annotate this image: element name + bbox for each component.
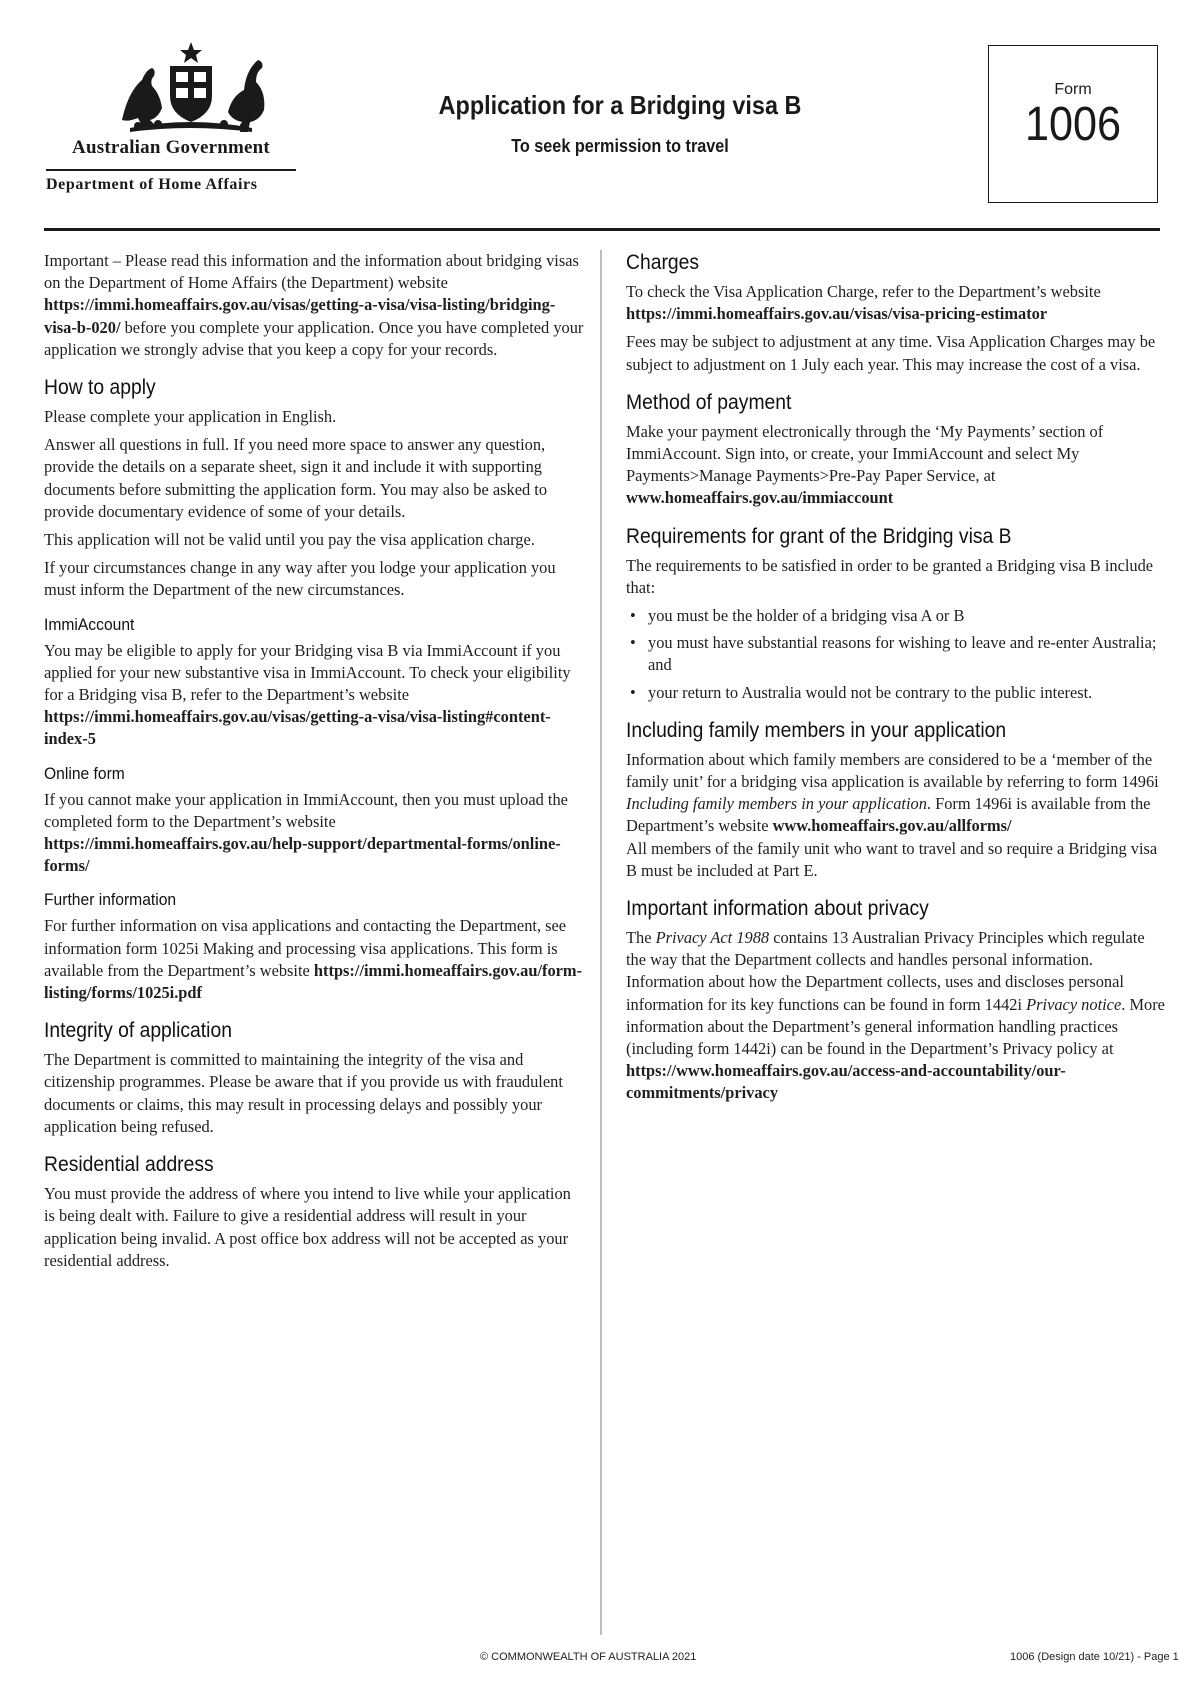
coat-of-arms-icon bbox=[108, 40, 274, 136]
how-to-apply-p4: If your circumstances change in any way after you lodge your application you must inform the Department of the new circumstances. bbox=[44, 558, 556, 600]
form-1025i-link[interactable]: https://immi.homeaffairs.gov.au/form-listing/forms/1025i.pdf bbox=[44, 960, 583, 1003]
allforms-link[interactable]: www.homeaffairs.gov.au/allforms/ bbox=[772, 816, 1012, 836]
form-label: Form bbox=[1054, 81, 1092, 98]
form-number: 1006 bbox=[1024, 98, 1122, 151]
document-title: Application for a Bridging visa B bbox=[438, 90, 802, 120]
government-name: Australian Government bbox=[72, 137, 270, 158]
list-item: • you must have substantial reasons for wishing to leave and re-enter Australia; and bbox=[626, 632, 1166, 676]
immiaccount-paragraph bbox=[44, 640, 584, 751]
right-column bbox=[626, 250, 1166, 1111]
how-to-apply-p3: This application will not be valid until you pay the visa application charge. bbox=[44, 530, 535, 550]
department-name: Department of Home Affairs bbox=[46, 176, 258, 193]
requirements-intro: The requirements to be satisfied in order to be granted a Bridging visa B include that: bbox=[626, 555, 1154, 597]
charges-paragraph bbox=[626, 281, 1166, 325]
residential-heading: Residential address bbox=[44, 1153, 214, 1177]
visa-pricing-link[interactable]: https://immi.homeaffairs.gov.au/visas/visa-pricing-estimator bbox=[626, 304, 1048, 324]
header-divider bbox=[44, 228, 1160, 231]
privacy-heading: Important information about privacy bbox=[626, 897, 929, 921]
family-text-mid: . Form 1496i is available from the Department’s website bbox=[626, 794, 1151, 836]
immiaccount-eligibility-link[interactable]: https://immi.homeaffairs.gov.au/visas/getting-a-visa/visa-listing#content-index-5 bbox=[44, 707, 551, 749]
privacy-text-1: The bbox=[626, 928, 656, 948]
privacy-act-title: Privacy Act 1988 bbox=[655, 928, 770, 948]
online-form-text: If you cannot make your application in ImmiAccount, then you must upload the completed form to the Department’s website bbox=[44, 789, 568, 831]
online-form-heading: Online form bbox=[44, 763, 125, 783]
intro-paragraph bbox=[44, 250, 584, 361]
charges-heading: Charges bbox=[626, 251, 700, 274]
charges-paragraph-2: Fees may be subject to adjustment at any time. Visa Application Charges may be subject to adjustment on 1 July each year. This may increase the cost of a visa. bbox=[626, 332, 1156, 374]
immiaccount-heading: ImmiAccount bbox=[44, 614, 135, 634]
payment-paragraph bbox=[626, 421, 1166, 510]
privacy-text-2: contains 13 Australian Privacy Principles which regulate the way that the Department collects and handles personal information. Information about how the Department collects, uses and discloses personal information for its key functions can be found in form 1442i bbox=[626, 928, 1145, 1014]
requirements-heading: Requirements for grant of the Bridging visa B bbox=[626, 524, 1012, 548]
integrity-heading: Integrity of application bbox=[44, 1019, 232, 1043]
left-column bbox=[44, 250, 584, 1278]
how-to-apply-p1: Please complete your application in English. bbox=[44, 407, 337, 427]
copyright-notice: © COMMONWEALTH OF AUSTRALIA 2021 bbox=[480, 1651, 697, 1663]
list-item: • you must be the holder of a bridging visa A or B bbox=[626, 605, 1166, 627]
family-text-end: All members of the family unit who want to travel and so require a Bridging visa B must be included at Part E. bbox=[626, 838, 1158, 880]
column-divider bbox=[600, 250, 602, 1635]
privacy-policy-link[interactable]: https://www.homeaffairs.gov.au/access-and-accountability/our-commitments/privacy bbox=[626, 1061, 1066, 1103]
intro-text-end: before you complete your application. Once you have completed your application we strongly advise that you keep a copy for your records. bbox=[44, 317, 584, 359]
further-info-paragraph bbox=[44, 915, 584, 1004]
family-text: Information about which family members are considered to be a ‘member of the family unit’ for a bridging visa application is available by referring to form 1496i bbox=[626, 749, 1159, 792]
government-rule bbox=[46, 169, 296, 171]
family-form-title: Including family members in your application bbox=[626, 794, 927, 814]
further-info-heading: Further information bbox=[44, 890, 177, 910]
integrity-paragraph: The Department is committed to maintaining the integrity of the visa and citizenship programmes. Please be aware that if you provide us with fraudulent documents or claims, this may result in processing delays and possibly your application being refused. bbox=[44, 1050, 563, 1136]
form-number-box bbox=[988, 45, 1158, 203]
bridging-visa-link[interactable]: https://immi.homeaffairs.gov.au/visas/getting-a-visa/visa-listing/bridging-visa-b-020/ bbox=[44, 295, 556, 337]
requirements-list bbox=[626, 605, 1166, 704]
payment-heading: Method of payment bbox=[626, 390, 792, 414]
immiaccount-link[interactable]: www.homeaffairs.gov.au/immiaccount bbox=[626, 488, 894, 508]
online-forms-link[interactable]: https://immi.homeaffairs.gov.au/help-support/departmental-forms/online-forms/ bbox=[44, 834, 561, 876]
privacy-text-3: . More information about the Department’s general information handling practices (including form 1442i) can be found in the Department’s Privacy policy at bbox=[626, 994, 1165, 1059]
further-info-text: For further information on visa applications and contacting the Department, see information form 1025i Making and processing visa applications. This form is available from the Department’s website bbox=[44, 916, 567, 980]
privacy-notice-title: Privacy notice bbox=[1026, 994, 1122, 1014]
online-form-paragraph bbox=[44, 789, 584, 878]
document-subtitle: To seek permission to travel bbox=[511, 136, 729, 156]
page-info: 1006 (Design date 10/21) - Page 1 bbox=[1010, 1651, 1179, 1663]
family-heading: Including family members in your application bbox=[626, 718, 1007, 742]
residential-paragraph: You must provide the address of where you intend to live while your application is being dealt with. Failure to give a residential address will result in your application being invalid. A post office box address will not be accepted as your residential address. bbox=[44, 1184, 571, 1270]
immiaccount-text: You may be eligible to apply for your Bridging visa B via ImmiAccount if you applied for your new substantive visa in ImmiAccount. To check your eligibility for a Bridging visa B, refer to the Department’s website bbox=[44, 640, 571, 705]
list-item: • your return to Australia would not be contrary to the public interest. bbox=[626, 682, 1166, 704]
charges-text: To check the Visa Application Charge, refer to the Department’s website bbox=[626, 282, 1101, 301]
intro-text: Important – Please read this information and the information about bridging visas on the Department of Home Affairs (the Department) website bbox=[44, 251, 579, 293]
payment-text: Make your payment electronically through the ‘My Payments’ section of ImmiAccount. Sign into, or create, your ImmiAccount and select My Payments>Manage Payments>Pre-Pay Paper Service, at bbox=[626, 421, 1104, 486]
how-to-apply-heading: How to apply bbox=[44, 376, 156, 400]
family-paragraph bbox=[626, 749, 1166, 882]
privacy-paragraph bbox=[626, 927, 1166, 1105]
how-to-apply-p2: Answer all questions in full. If you need more space to answer any question, provide the details on a separate sheet, sign it and include it with supporting documents before submitting the application form. You may also be asked to provide documentary evidence of some of your details. bbox=[44, 435, 548, 521]
